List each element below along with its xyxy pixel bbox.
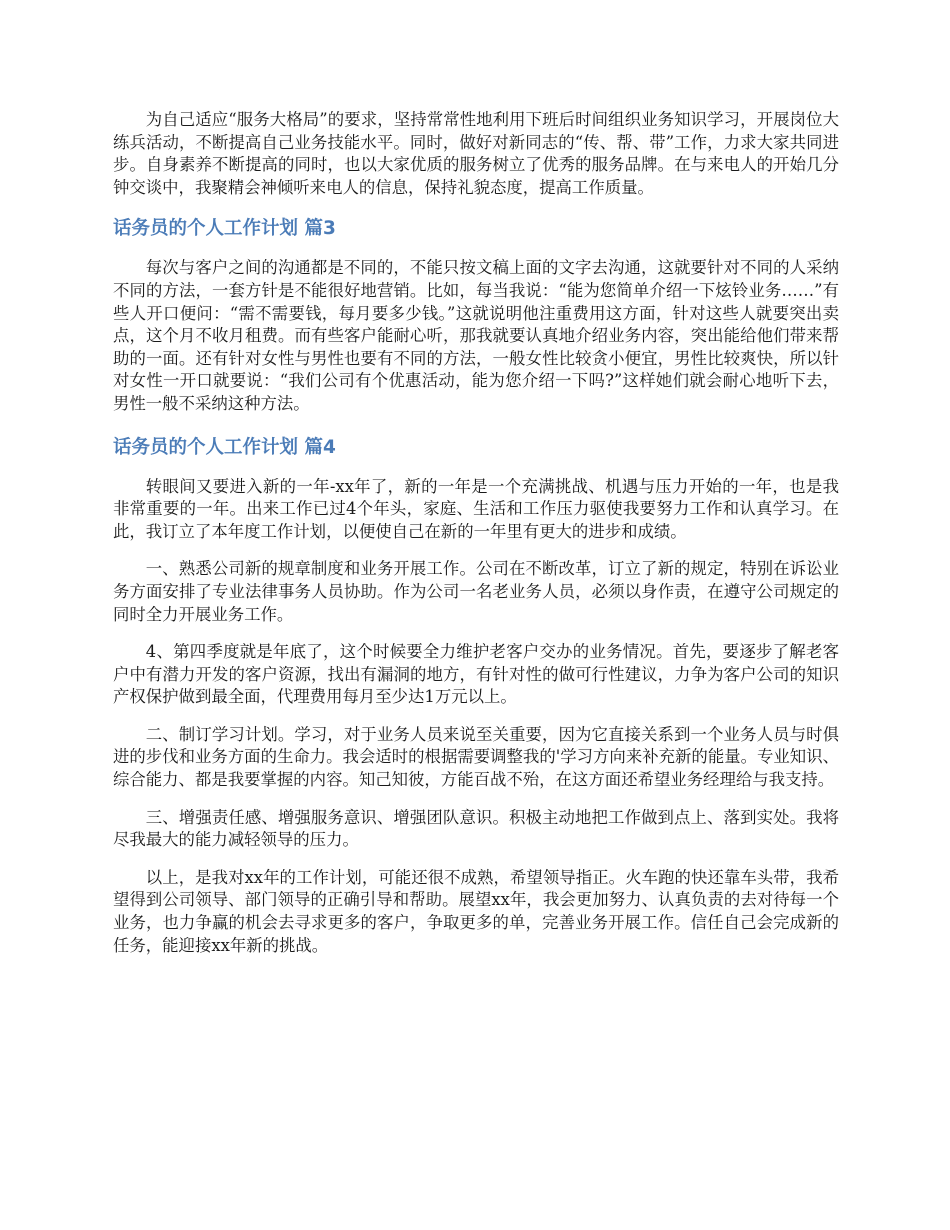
intro-paragraph: 为自己适应“服务大格局”的要求，坚持常常性地利用下班后时间组织业务知识学习，开展岗位大练兵活动，不断提高自己业务技能水平。同时，做好对新同志的“传、帮、带”工作，力求大家共同进步。自身素养不断提高的同时，也以大家优质的服务树立了优秀的服务品牌。在与来电人的开始几分钟交谈中，我聚精会神倾听来电人的信息，保持礼貌态度，提高工作质量。 (113, 110, 839, 197)
document-page (113, 109, 839, 957)
section-3-paragraph-1: 每次与客户之间的沟通都是不同的，不能只按文稿上面的文字去沟通，这就要针对不同的人采纳不同的方法，一套方针是不能很好地营销。比如，每当我说：“能为您简单介绍一下炫铃业务……”有些人开口便问：“需不需要钱，每月要多少钱。”这就说明他注重费用这方面，针对这些人就要突出卖点，这个月不收月租费。而有些客户能耐心听，那我就要认真地介绍业务内容，突出能给他们带来帮助的一面。还有针对女性与男性也要有不同的方法，一般女性比较贪小便宜，男性比较爽快，所以针对女性一开口就要说：“我们公司有个优惠活动，能为您介绍一下吗?”这样她们就会耐心地听下去，男性一般不采纳这种方法。 (113, 258, 839, 413)
section-4-paragraph-4: 二、制订学习计划。学习，对于业务人员来说至关重要，因为它直接关系到一个业务人员与时俱进的步伐和业务方面的生命力。我会适时的根据需要调整我的'学习方向来补充新的能量。专业知识、综合能力、都是我要掌握的内容。知己知彼，方能百战不殆，在这方面还希望业务经理给与我支持。 (113, 724, 839, 790)
section-4-paragraph-1: 转眼间又要进入新的一年-xx年了，新的一年是一个充满挑战、机遇与压力开始的一年，也是我非常重要的一年。出来工作已过4个年头，家庭、生活和工作压力驱使我要努力工作和认真学习。在此，我订立了本年度工作计划，以便使自己在新的一年里有更大的进步和成绩。 (113, 476, 839, 541)
section-4-paragraph-6: 以上，是我对xx年的工作计划，可能还很不成熟，希望领导指正。火车跑的快还靠车头带，我希望得到公司领导、部门领导的正确引导和帮助。展望xx年，我会更加努力、认真负责的去对待每一个业务，也力争赢的机会去寻求更多的客户，争取更多的单，完善业务开展工作。信任自己会完成新的任务，能迎接xx年新的挑战。 (113, 867, 839, 955)
section-4-paragraph-5: 三、增强责任感、增强服务意识、增强团队意识。积极主动地把工作做到点上、落到实处。我将尽我最大的能力减轻领导的压力。 (113, 807, 839, 850)
section-4-paragraph-3: 4、第四季度就是年底了，这个时候要全力维护老客户交办的业务情况。首先，要逐步了解老客户中有潜力开发的客户资源，找出有漏洞的地方，有针对性的做可行性建议，力争为客户公司的知识产权保护做到最全面，代理费用每月至少达1万元以上。 (113, 642, 839, 707)
section-3-heading: 话务员的个人工作计划 篇3 (113, 218, 336, 240)
section-4-paragraph-2: 一、熟悉公司新的规章制度和业务开展工作。公司在不断改革，订立了新的规定，特别在诉讼业务方面安排了专业法律事务人员协助。作为公司一名老业务人员，必须以身作责，在遵守公司规定的同时全力开展业务工作。 (113, 559, 839, 624)
section-4-heading: 话务员的个人工作计划 篇4 (113, 436, 336, 458)
